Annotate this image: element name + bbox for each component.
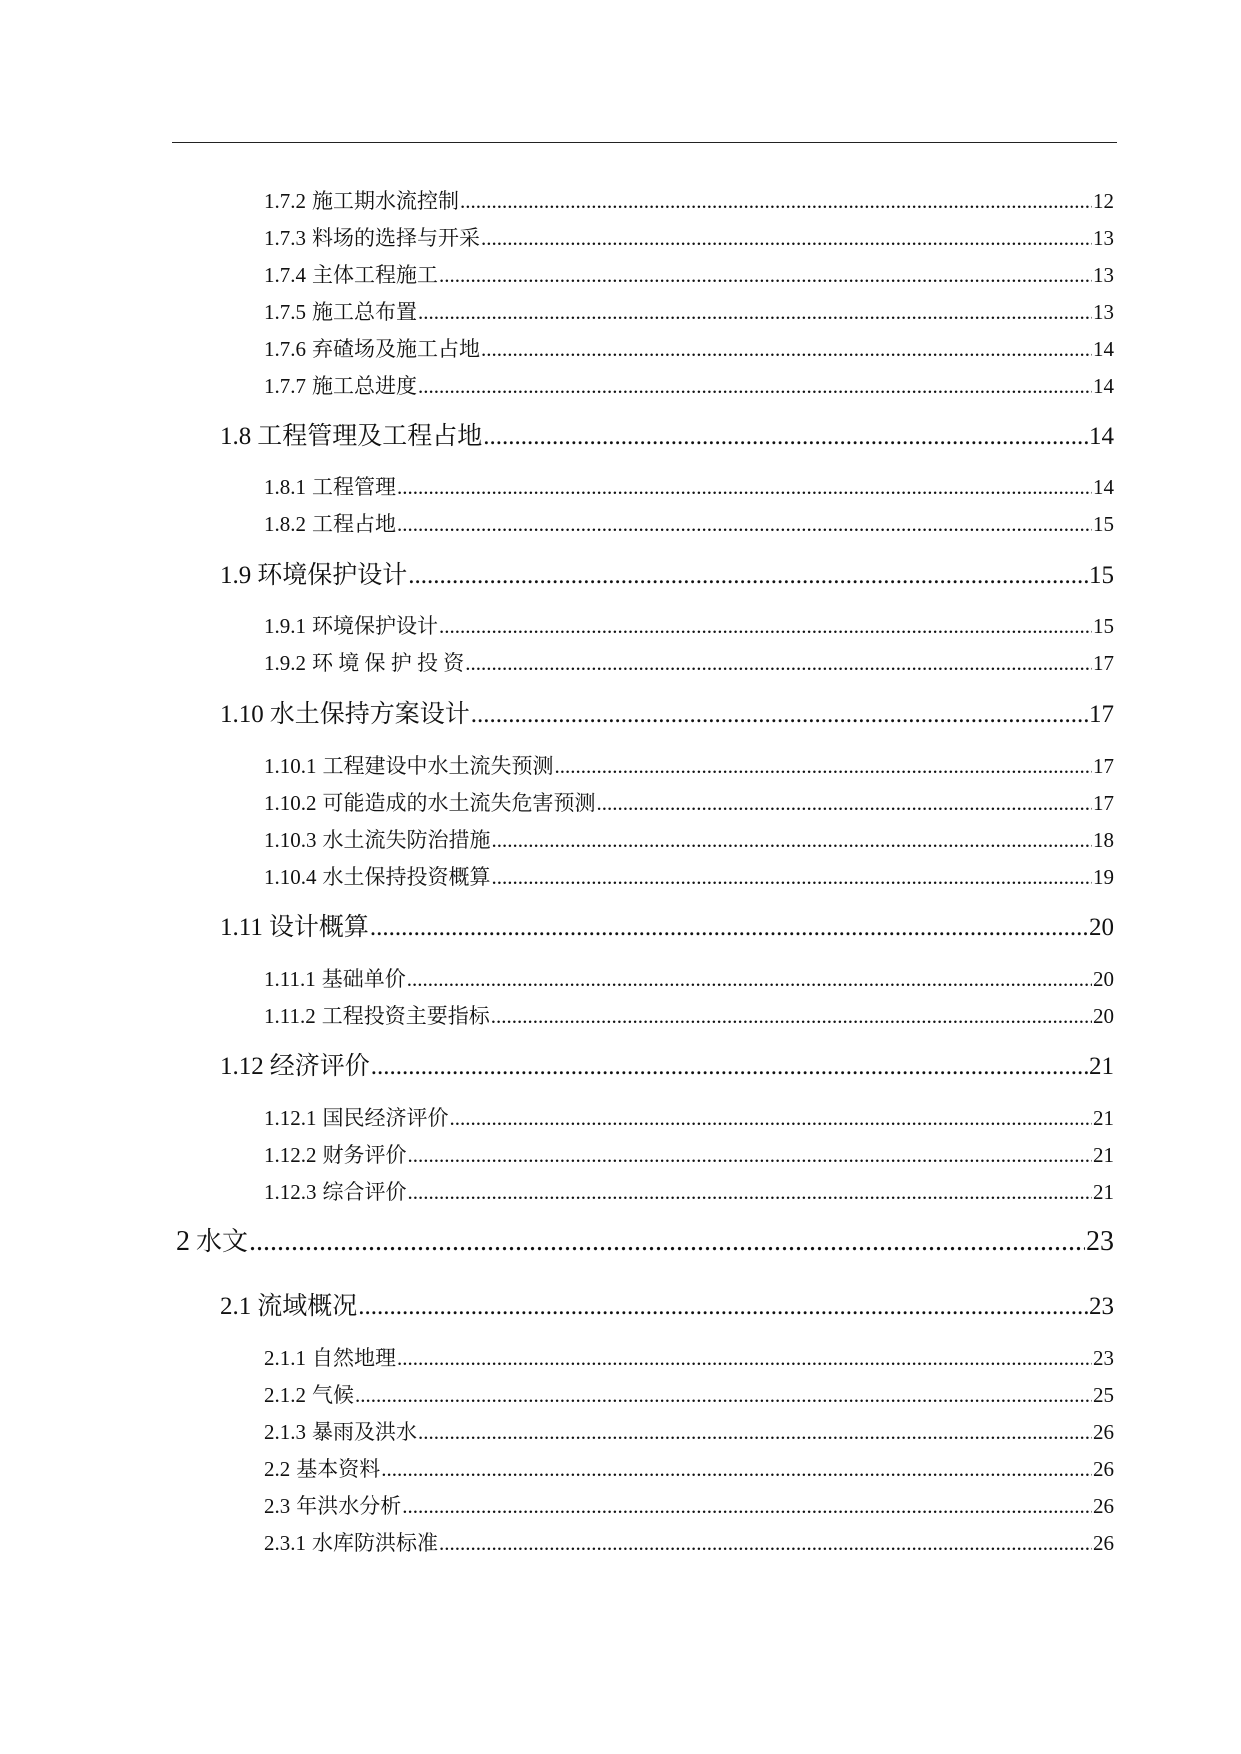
toc-entry[interactable] (264, 787, 1114, 817)
toc-entry-title: 水土保持投资概算 (322, 865, 491, 889)
toc-dot-leader (481, 226, 1092, 251)
toc-entry-title: 可能造成的水土流失危害预测 (322, 791, 596, 815)
toc-dot-leader (249, 1226, 1085, 1258)
toc-entry-page: 21 (1089, 1053, 1114, 1080)
toc-entry-number: 1.7.2 (264, 189, 306, 213)
toc-entry-page: 15 (1089, 562, 1114, 589)
toc-entry[interactable] (264, 370, 1114, 400)
toc-entry-number: 1.9 (220, 562, 252, 589)
toc-entry-title: 工程建设中水土流失预测 (322, 754, 554, 778)
toc-entry[interactable] (264, 1000, 1114, 1030)
toc-dot-leader (465, 651, 1092, 676)
toc-entry-number: 1.9.2 (264, 651, 306, 675)
toc-entry-title: 环境保护设计 (312, 614, 438, 638)
toc-entry-page: 26 (1093, 1420, 1114, 1444)
toc-entry-title: 自然地理 (312, 1346, 396, 1370)
toc-entry-number: 1.8.1 (264, 475, 306, 499)
toc-entry-title: 经济评价 (269, 1053, 370, 1080)
toc-entry-title: 流域概况 (257, 1293, 358, 1320)
toc-entry-page: 23 (1089, 1293, 1114, 1320)
toc-entry-page: 17 (1093, 791, 1114, 815)
toc-entry-page: 19 (1093, 865, 1114, 889)
toc-dot-leader (418, 374, 1092, 399)
toc-entry-title: 基本资料 (296, 1457, 381, 1481)
toc-dot-leader (407, 967, 1092, 992)
toc-entry-page: 20 (1089, 914, 1114, 941)
toc-entry[interactable] (220, 1286, 1114, 1322)
toc-dot-leader (483, 423, 1088, 451)
toc-entry[interactable] (264, 750, 1114, 780)
toc-entry-title: 环境保护设计 (257, 562, 408, 589)
toc-entry-number: 1.8 (220, 423, 252, 450)
toc-entry[interactable] (264, 1102, 1114, 1132)
toc-entry-page: 12 (1093, 189, 1114, 213)
toc-entry[interactable] (176, 1221, 1114, 1258)
toc-entry-number: 1.10 (220, 701, 264, 728)
toc-entry-number: 2.1 (220, 1293, 252, 1320)
toc-entry-number: 1.12 (220, 1053, 264, 1080)
toc-entry-page: 14 (1093, 374, 1114, 398)
toc-entry[interactable] (264, 1379, 1114, 1409)
toc-entry-number: 1.8.2 (264, 512, 306, 536)
toc-entry-page: 14 (1089, 423, 1114, 450)
toc-entry[interactable] (264, 1342, 1114, 1372)
toc-entry-title: 暴雨及洪水 (312, 1420, 417, 1444)
toc-dot-leader (597, 791, 1093, 816)
toc-entry[interactable] (220, 907, 1114, 943)
toc-dot-leader (371, 1053, 1088, 1081)
toc-entry-page: 21 (1093, 1106, 1114, 1130)
toc-entry-number: 1.12.1 (264, 1106, 317, 1130)
toc-entry-page: 15 (1093, 614, 1114, 638)
toc-entry-number: 1.7.4 (264, 263, 306, 287)
toc-entry[interactable] (264, 1490, 1114, 1520)
toc-dot-leader (370, 914, 1088, 942)
toc-entry-number: 1.9.1 (264, 614, 306, 638)
toc-entry-number: 1.7.3 (264, 226, 306, 250)
toc-entry[interactable] (264, 333, 1114, 363)
toc-dot-leader (355, 1383, 1092, 1408)
toc-entry-number: 1.10.1 (264, 754, 317, 778)
toc-entry-page: 17 (1093, 754, 1114, 778)
toc-entry-page: 17 (1093, 651, 1114, 675)
toc-entry[interactable] (264, 610, 1114, 640)
toc-entry[interactable] (264, 222, 1114, 252)
toc-entry[interactable] (264, 963, 1114, 993)
toc-dot-leader (418, 300, 1092, 325)
toc-entry-title: 年洪水分析 (296, 1494, 402, 1518)
toc-entry[interactable] (220, 555, 1114, 591)
toc-entry-title: 施工期水流控制 (312, 189, 459, 213)
toc-entry-number: 2.2 (264, 1457, 291, 1481)
toc-entry-title: 弃碴场及施工占地 (312, 337, 480, 361)
toc-entry-page: 14 (1093, 337, 1114, 361)
toc-entry-title: 工程占地 (312, 512, 396, 536)
toc-entry-number: 1.7.6 (264, 337, 306, 361)
toc-entry[interactable] (264, 1176, 1114, 1206)
toc-dot-leader (450, 1106, 1093, 1131)
toc-entry-page: 13 (1093, 226, 1114, 250)
toc-entry-title: 水土保持方案设计 (269, 701, 470, 728)
toc-entry-number: 2.1.2 (264, 1383, 306, 1407)
toc-entry[interactable] (264, 1453, 1114, 1483)
toc-dot-leader (481, 337, 1092, 362)
toc-entry[interactable] (264, 647, 1114, 677)
toc-entry-number: 2 (176, 1226, 190, 1257)
toc-entry-number: 1.11 (220, 914, 263, 941)
toc-entry-title: 工程投资主要指标 (321, 1004, 490, 1028)
toc-dot-leader (492, 865, 1093, 890)
toc-dot-leader (408, 562, 1088, 590)
toc-entry-title: 基础单价 (321, 967, 406, 991)
toc-entry-title: 水土流失防治措施 (322, 828, 491, 852)
toc-entry-page: 18 (1093, 828, 1114, 852)
toc-entry-page: 13 (1093, 263, 1114, 287)
toc-dot-leader (439, 263, 1092, 288)
toc-entry[interactable] (220, 1046, 1114, 1082)
toc-dot-leader (460, 189, 1092, 214)
toc-entry-page: 20 (1093, 1004, 1114, 1028)
toc-entry[interactable] (264, 471, 1114, 501)
toc-entry[interactable] (220, 694, 1114, 730)
toc-entry-page: 26 (1093, 1531, 1114, 1555)
toc-entry-title: 主体工程施工 (312, 263, 438, 287)
toc-entry-title: 环 境 保 护 投 资 (312, 651, 465, 675)
toc-entry-title: 施工总布置 (312, 300, 417, 324)
toc-entry-number: 1.11.2 (264, 1004, 316, 1028)
toc-entry-title: 国民经济评价 (322, 1106, 449, 1130)
toc-entry-number: 1.7.7 (264, 374, 306, 398)
toc-entry-page: 23 (1086, 1226, 1114, 1257)
toc-entry-page: 13 (1093, 300, 1114, 324)
toc-entry-title: 气候 (312, 1383, 354, 1407)
toc-entry[interactable] (264, 824, 1114, 854)
toc-dot-leader (418, 1420, 1092, 1445)
toc-dot-leader (408, 1180, 1093, 1205)
toc-entry-number: 1.10.4 (264, 865, 317, 889)
toc-entry-page: 14 (1093, 475, 1114, 499)
toc-entry-title: 水库防洪标准 (312, 1531, 438, 1555)
toc-entry-number: 1.11.1 (264, 967, 316, 991)
toc-dot-leader (555, 754, 1093, 779)
toc-entry-title: 财务评价 (322, 1143, 407, 1167)
toc-entry-title: 料场的选择与开采 (312, 226, 480, 250)
toc-dot-leader (397, 475, 1092, 500)
toc-dot-leader (491, 1004, 1092, 1029)
toc-entry[interactable] (220, 416, 1114, 452)
toc-dot-leader (439, 614, 1092, 639)
toc-entry-page: 25 (1093, 1383, 1114, 1407)
toc-entry-number: 2.1.3 (264, 1420, 306, 1444)
toc-entry-number: 1.10.2 (264, 791, 317, 815)
toc-dot-leader (397, 1346, 1092, 1371)
toc-entry[interactable] (264, 296, 1114, 326)
toc-entry[interactable] (264, 508, 1114, 538)
toc-entry[interactable] (264, 1527, 1114, 1557)
toc-dot-leader (381, 1457, 1092, 1482)
toc-entry-page: 23 (1093, 1346, 1114, 1370)
toc-dot-leader (408, 1143, 1093, 1168)
toc-entry-number: 2.3 (264, 1494, 291, 1518)
toc-dot-leader (471, 701, 1088, 729)
toc-entry[interactable] (264, 1139, 1114, 1169)
toc-entry-page: 21 (1093, 1180, 1114, 1204)
toc-entry-page: 15 (1093, 512, 1114, 536)
toc-entry-title: 综合评价 (322, 1180, 407, 1204)
toc-entry-page: 26 (1093, 1494, 1114, 1518)
toc-entry-page: 26 (1093, 1457, 1114, 1481)
toc-entry-page: 20 (1093, 967, 1114, 991)
toc-entry-title: 工程管理及工程占地 (257, 423, 483, 450)
toc-dot-leader (402, 1494, 1092, 1519)
toc-entry-number: 1.7.5 (264, 300, 306, 324)
toc-entry-title: 工程管理 (312, 475, 396, 499)
toc-dot-leader (492, 828, 1093, 853)
toc-entry-title: 水文 (196, 1227, 249, 1257)
toc-entry-number: 1.10.3 (264, 828, 317, 852)
toc-dot-leader (439, 1531, 1092, 1556)
toc-entry-title: 施工总进度 (312, 374, 417, 398)
toc-dot-leader (358, 1293, 1088, 1321)
toc-entry[interactable] (264, 185, 1114, 215)
toc-entry-number: 2.3.1 (264, 1531, 306, 1555)
toc-entry-title: 设计概算 (268, 914, 369, 941)
toc-entry[interactable] (264, 259, 1114, 289)
toc-entry-page: 17 (1089, 701, 1114, 728)
toc-dot-leader (397, 512, 1092, 537)
toc-entry[interactable] (264, 1416, 1114, 1446)
toc-entry-number: 2.1.1 (264, 1346, 306, 1370)
toc-entry-number: 1.12.3 (264, 1180, 317, 1204)
toc-entry-number: 1.12.2 (264, 1143, 317, 1167)
toc-entry-page: 21 (1093, 1143, 1114, 1167)
toc-entry[interactable] (264, 861, 1114, 891)
